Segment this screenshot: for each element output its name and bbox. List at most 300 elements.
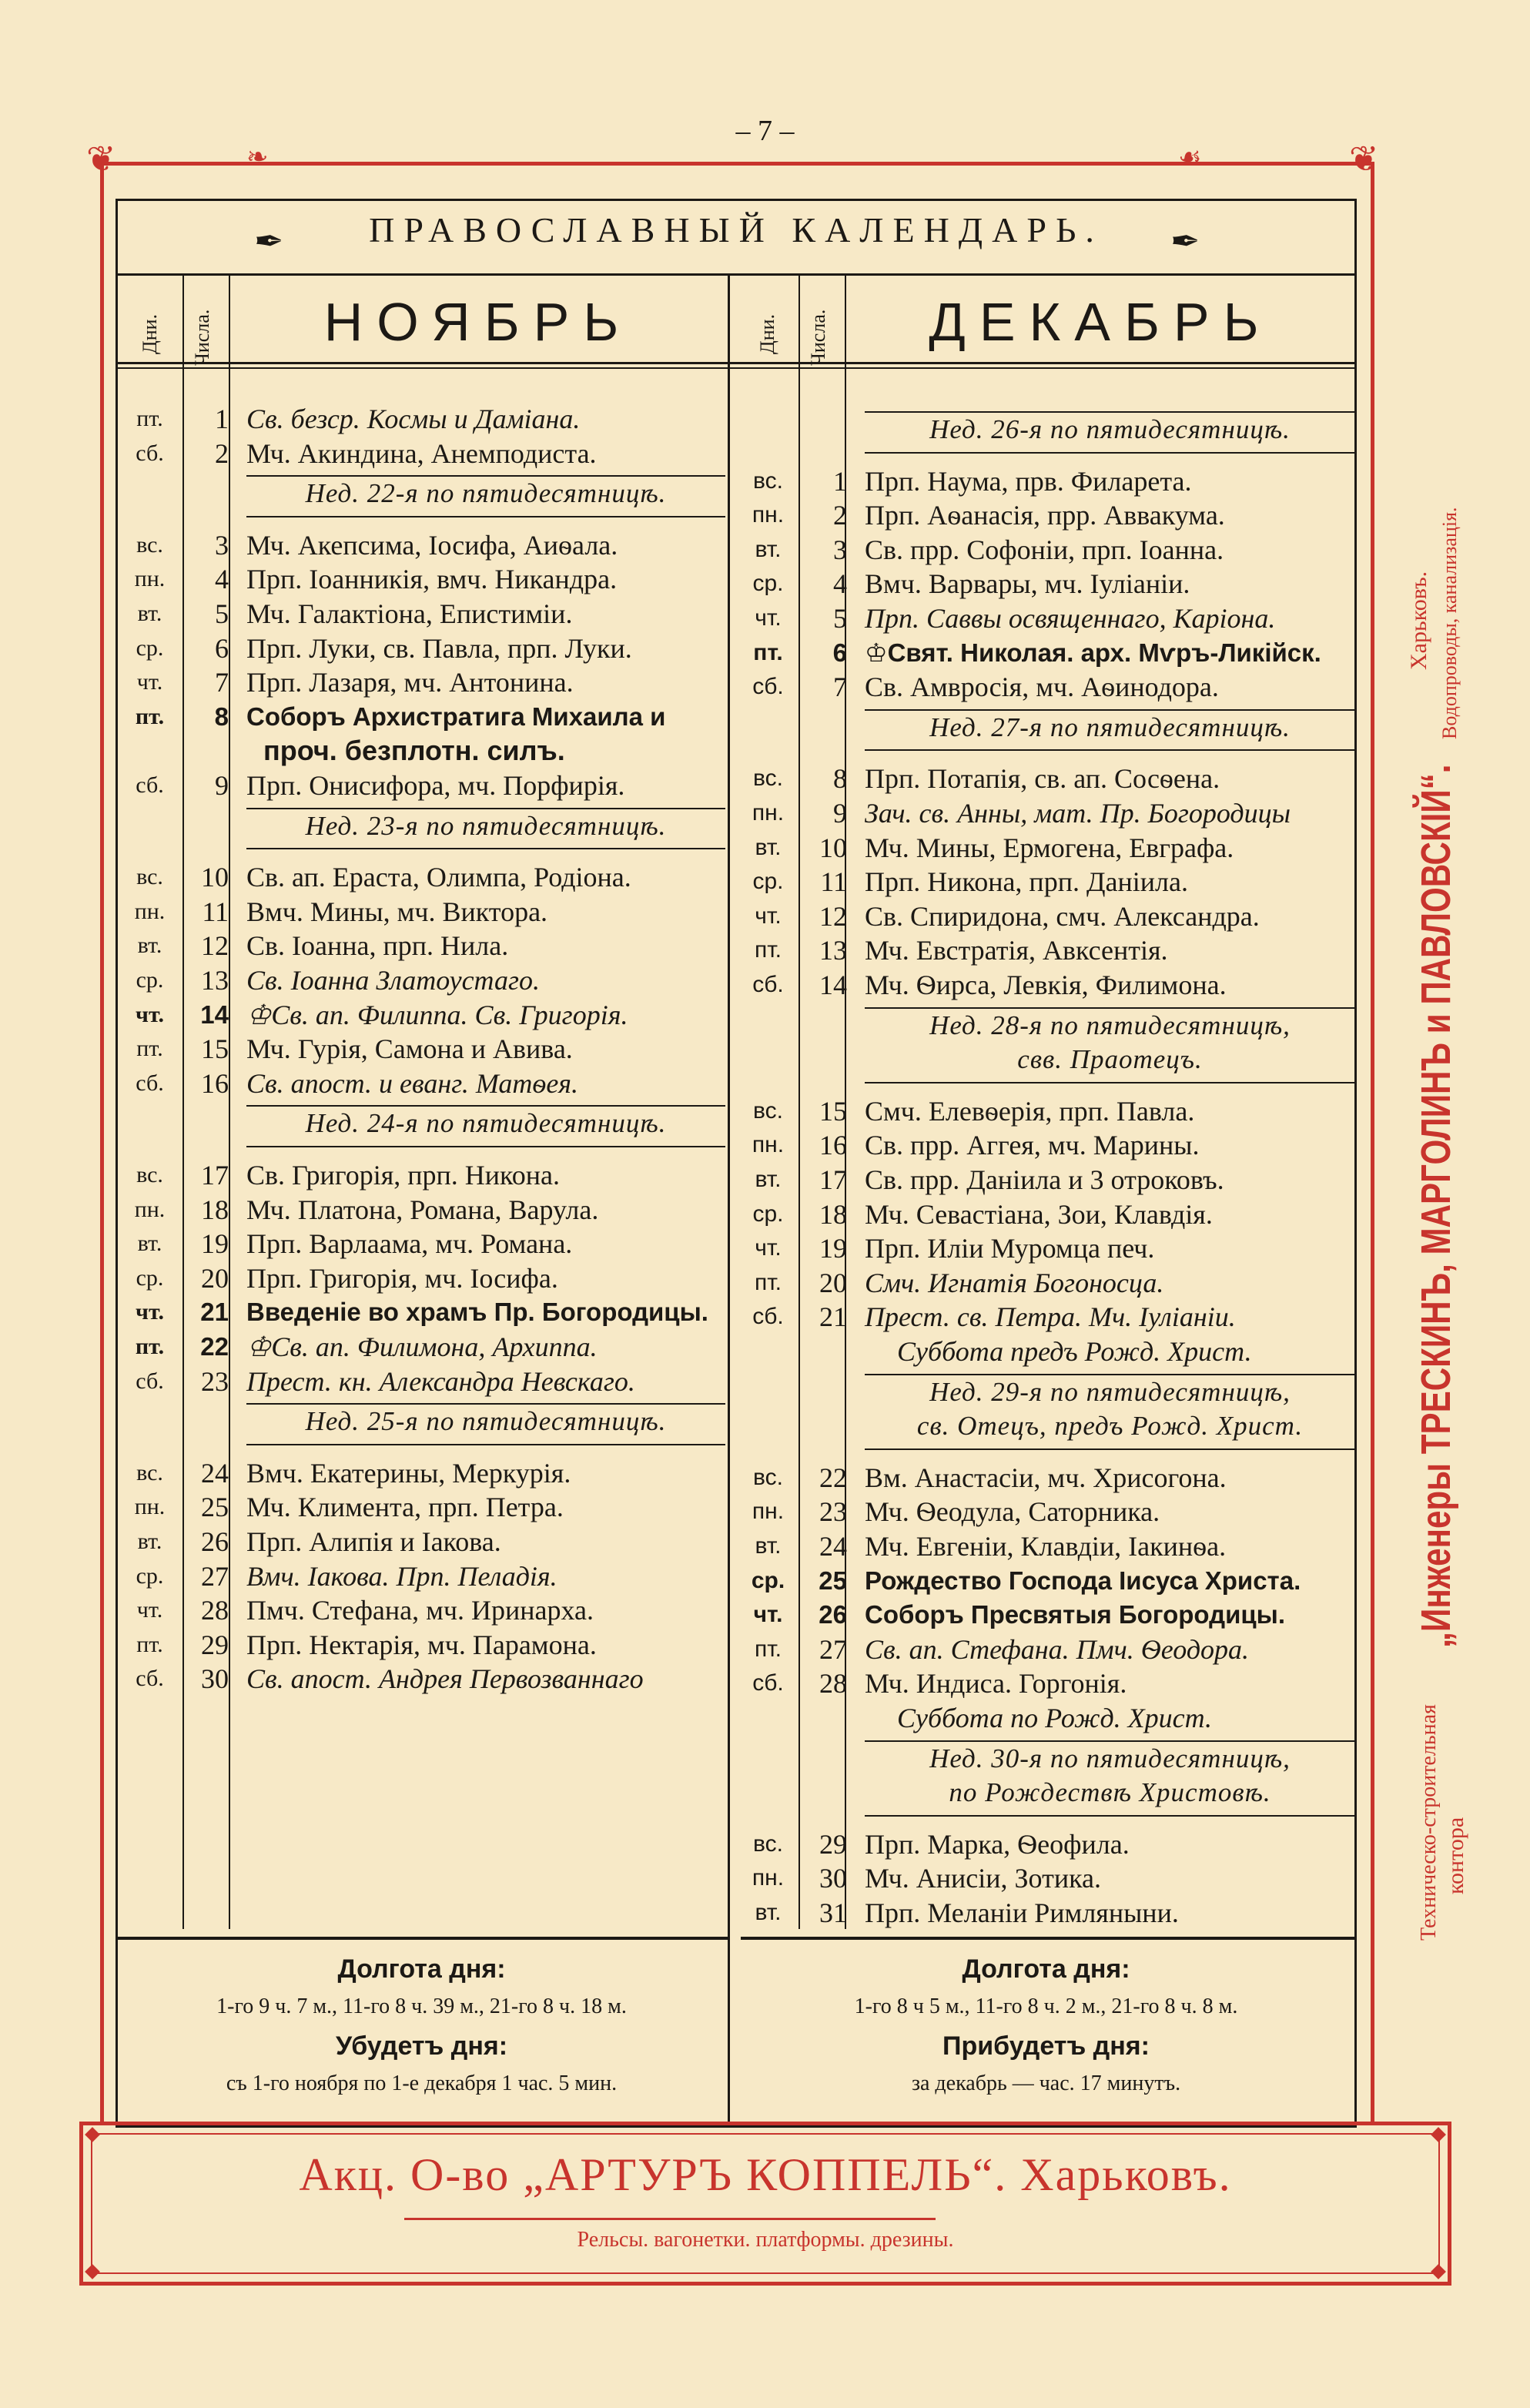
- weekday: пн.: [752, 1499, 785, 1525]
- sunday-heading: Нед. 28-я по пятидесятницѣ,: [929, 1010, 1291, 1040]
- weekday: вт.: [137, 1231, 162, 1257]
- saint-entry: Вм. Анастасіи, мч. Хрисогона.: [865, 1462, 1227, 1493]
- calendar-day-row: [117, 631, 725, 665]
- calendar-day-row: [735, 567, 1355, 601]
- december-title: ДЕКАБРЬ: [929, 292, 1273, 352]
- nov-day-length: 1-го 9 ч. 7 м., 11-го 8 ч. 39 м., 21-го 8 ч. 18 м.: [216, 1994, 627, 2018]
- saint-entry: Прп. Луки, св. Павла, прп. Луки.: [246, 632, 632, 664]
- calendar-day-row: [735, 601, 1355, 635]
- weekday: вс.: [136, 864, 163, 890]
- day-number: 31: [819, 1897, 847, 1928]
- day-number: 12: [819, 900, 847, 932]
- saint-entry: Мч. Евгеніи, Клавдіи, Іакинѳа.: [865, 1531, 1227, 1562]
- day-number: 5: [215, 598, 229, 629]
- weekday: вс.: [136, 1459, 163, 1485]
- day-number: 9: [215, 770, 229, 801]
- day-number: 28: [819, 1668, 847, 1700]
- weekday: вт.: [755, 1900, 782, 1925]
- calendar-day-row: [735, 762, 1355, 795]
- saint-entry: Мч. Мины, Ермогена, Евграфа.: [865, 832, 1234, 863]
- weekday: чт.: [755, 903, 782, 929]
- weekday: ср.: [136, 1264, 164, 1291]
- saint-entry: Св. ап. Ераста, Олимпа, Родіона.: [246, 862, 631, 893]
- saint-entry: Св. апост. Андрея Первозваннаго: [246, 1663, 644, 1695]
- day-number: 1: [215, 404, 229, 434]
- calendar-day-row: [117, 929, 725, 963]
- saint-entry: Прп. Нектарія, мч. Парамона.: [246, 1629, 597, 1660]
- saint-entry: Св. прр. Аггея, мч. Марины.: [865, 1130, 1200, 1161]
- saint-entry: Зач. св. Анны, мат. Пр. Богородицы: [865, 798, 1291, 829]
- saint-entry: Прп. Іоанникія, вмч. Никандра.: [246, 564, 618, 595]
- day-number: 12: [201, 930, 229, 962]
- sunday-box-rule: [865, 1082, 1355, 1083]
- calendar-day-row: [735, 1529, 1355, 1563]
- sunday-heading: Нед. 22-я по пятидесятницѣ.: [305, 478, 667, 509]
- saint-entry: Св. прр. Даніила и 3 отроковъ.: [865, 1164, 1224, 1195]
- saint-entry: Смч. Елевѳерія, прп. Павла.: [865, 1095, 1195, 1127]
- calendar-day-row: [735, 865, 1355, 899]
- sunday-box-rule: [865, 1448, 1355, 1450]
- side-ad-services: Водопроводы, канализація.: [1438, 507, 1461, 739]
- saint-entry: Св. прр. Софоніи, прп. Іоанна.: [865, 534, 1224, 565]
- day-number: 2: [215, 437, 229, 469]
- side-ad-line2: контора: [1443, 1817, 1468, 1894]
- day-number: 26: [819, 1600, 847, 1629]
- saint-entry: Вмч. Іакова. Прп. Пеладія.: [246, 1560, 557, 1592]
- calendar-day-row: [735, 1461, 1355, 1495]
- weekday: ср.: [752, 869, 784, 895]
- calendar-day-row: [735, 1564, 1355, 1598]
- sunday-box-rule: [865, 1374, 1355, 1375]
- day-number: 16: [201, 1067, 229, 1099]
- sunday-box-rule: [865, 1740, 1355, 1742]
- nov-decrease-heading: Убудетъ дня:: [335, 2031, 508, 2061]
- calendar-day-row: [117, 528, 725, 562]
- col-numbers-header: Числа.: [807, 309, 829, 366]
- saint-entry-continuation: проч. безплотн. силъ.: [263, 735, 565, 767]
- dec-increase-heading: Прибудетъ дня:: [942, 2031, 1150, 2061]
- calendar-day-row: [735, 1266, 1355, 1300]
- weekday: пт.: [135, 703, 165, 729]
- weekday: вс.: [753, 1097, 783, 1124]
- weekday: чт.: [136, 1597, 163, 1623]
- saint-entry: Мч. Евстратія, Авксентія.: [865, 935, 1168, 966]
- calendar-day-row: [117, 1330, 725, 1364]
- weekday: пн.: [752, 1865, 785, 1891]
- weekday: сб.: [752, 674, 784, 700]
- sunday-box-rule: [246, 1146, 725, 1147]
- saint-entry: Прп. Марка, Ѳеофила.: [865, 1828, 1130, 1860]
- saint-entry: Мч. Климента, прп. Петра.: [246, 1492, 564, 1523]
- saint-entry: Прп. Аѳанасія, прр. Аввакума.: [865, 500, 1225, 531]
- quill-left-icon: ✒: [254, 222, 284, 261]
- saint-entry: Прест. кн. Александра Невскаго.: [246, 1365, 635, 1397]
- header-rule: [116, 367, 1357, 369]
- calendar-day-row: [735, 1666, 1355, 1700]
- ornament-icon: ☙: [1178, 143, 1202, 172]
- weekday: пт.: [755, 1269, 782, 1295]
- nov-decrease: съ 1-го ноября по 1-е декабря 1 час. 5 мин.: [226, 2071, 618, 2095]
- calendar-day-row: [735, 464, 1355, 498]
- title-rule: [116, 273, 1357, 276]
- day-number: 8: [214, 702, 229, 731]
- day-number: 15: [819, 1095, 847, 1127]
- col-days-header: Дни.: [756, 313, 778, 354]
- sunday-heading: Нед. 29-я по пятидесятницѣ,: [929, 1376, 1291, 1407]
- sunday-box-rule: [865, 452, 1355, 454]
- day-number: 2: [833, 500, 847, 531]
- weekday: ср.: [752, 1201, 784, 1227]
- weekday: вт.: [137, 601, 162, 626]
- dec-day-length-heading: Долгота дня:: [962, 1954, 1130, 1984]
- saint-entry: Вмч. Екатерины, Меркурія.: [246, 1457, 571, 1489]
- calendar-day-row: [735, 1094, 1355, 1128]
- saint-entry: Св. Іоанна Златоустаго.: [246, 965, 541, 996]
- saint-entry: Прп. Григорія, мч. Іосифа.: [246, 1262, 558, 1294]
- calendar-day-row: [117, 597, 725, 631]
- day-number: 26: [201, 1526, 229, 1557]
- weekday: вт.: [137, 933, 162, 959]
- sunday-box-rule: [865, 1007, 1355, 1009]
- calendar-day-row: [117, 1662, 725, 1696]
- sunday-box-rule: [865, 411, 1355, 413]
- calendar-day-row: [117, 769, 725, 802]
- weekday: пн.: [134, 898, 166, 924]
- calendar-day-row: [117, 998, 725, 1032]
- calendar-day-row: [117, 860, 725, 894]
- footer-rule: [116, 1937, 728, 1940]
- calendar-day-row: [117, 1261, 725, 1295]
- side-ad-city: Харьковъ.: [1406, 571, 1431, 670]
- calendar-day-row: [117, 437, 725, 471]
- calendar-day-row: [117, 1456, 725, 1490]
- day-number: 5: [833, 603, 847, 634]
- calendar-day-row: [735, 498, 1355, 532]
- day-number: 27: [201, 1560, 229, 1592]
- calendar-day-row: [117, 1365, 725, 1398]
- calendar-day-row: [117, 1032, 725, 1066]
- saint-entry: Мч. Анисіи, Зотика.: [865, 1863, 1102, 1894]
- weekday: сб.: [752, 972, 784, 997]
- day-number: 7: [215, 667, 229, 698]
- day-number: 29: [201, 1629, 229, 1660]
- saint-entry: Прп. Потапія, св. ап. Сосѳена.: [865, 763, 1220, 795]
- calendar-day-row: [735, 1633, 1355, 1666]
- calendar-day-row: [117, 1158, 725, 1192]
- day-number: 28: [201, 1595, 229, 1626]
- saint-entry: Введеніе во храмъ Пр. Богородицы.: [246, 1298, 708, 1327]
- weekday: пн.: [134, 1196, 166, 1222]
- bottom-ad-title: Акц. О-во „АРТУРЪ КОППЕЛЬ“. Харьковъ.: [299, 2149, 1232, 2200]
- dec-increase: за декабрь — час. 17 минутъ.: [911, 2071, 1181, 2095]
- calendar-day-row: [735, 1827, 1355, 1861]
- saint-entry: Рождество Господа Іисуса Христа.: [865, 1566, 1301, 1595]
- weekday: пт.: [755, 937, 782, 963]
- sunday-heading: Нед. 23-я по пятидесятницѣ.: [305, 810, 667, 841]
- day-number: 11: [820, 866, 847, 898]
- sunday-box-rule: [865, 709, 1355, 711]
- weekday: вс.: [753, 1830, 783, 1857]
- weekday: вс.: [136, 1162, 163, 1187]
- day-number: 9: [833, 798, 847, 829]
- day-number: 18: [819, 1198, 847, 1230]
- weekday: вт.: [755, 834, 782, 860]
- saint-entry: Мч. Гурія, Самона и Авива.: [246, 1033, 573, 1065]
- weekday: ср.: [136, 635, 164, 661]
- col-numbers-header: Числа.: [191, 309, 213, 366]
- calendar-day-row: [735, 1861, 1355, 1895]
- calendar-day-row: [117, 1067, 725, 1100]
- page-number: – 7 –: [735, 115, 795, 147]
- sunday-box-rule: [865, 749, 1355, 751]
- weekday: чт.: [753, 1602, 783, 1628]
- calendar-day-row: [735, 1896, 1355, 1930]
- day-number: 27: [819, 1633, 847, 1665]
- day-number: 23: [201, 1365, 229, 1397]
- sunday-box-rule: [246, 808, 725, 809]
- weekday: ср.: [752, 571, 784, 597]
- weekday: пн.: [134, 1494, 166, 1520]
- calendar-title: ПРАВОСЛАВНЫЙ КАЛЕНДАРЬ.: [369, 210, 1103, 250]
- weekday: сб.: [136, 1666, 164, 1692]
- day-number: 19: [819, 1233, 847, 1264]
- day-number: 30: [819, 1863, 847, 1894]
- header-rule: [116, 362, 1357, 364]
- saint-entry: Мч. Платона, Романа, Варула.: [246, 1194, 599, 1225]
- weekday: сб.: [136, 440, 164, 466]
- sunday-heading: Нед. 30-я по пятидесятницѣ,: [929, 1743, 1291, 1773]
- saint-entry: Прп. Иліи Муромца печ.: [865, 1233, 1155, 1264]
- saint-entry: Вмч. Варвары, мч. Іуліаніи.: [865, 568, 1190, 600]
- saint-entry: Прп. Алипія и Іакова.: [246, 1526, 501, 1557]
- day-number: 3: [215, 529, 229, 561]
- ad-underline: [404, 2218, 936, 2220]
- weekday: пн.: [752, 1132, 785, 1158]
- calendar-day-row: [735, 1598, 1355, 1632]
- side-ad-line1: Техническо-строительная: [1417, 1704, 1441, 1941]
- quill-right-icon: ✒: [1170, 222, 1200, 261]
- day-number: 7: [833, 671, 847, 703]
- saint-entry: ♔Свят. Николая. арх. Мѵръ-Ликійск.: [865, 638, 1321, 667]
- saint-entry: Прест. св. Петра. Мч. Іуліаніи.: [865, 1301, 1236, 1333]
- ornament-icon: ❧: [246, 143, 269, 172]
- day-number: 20: [819, 1267, 847, 1298]
- sunday-heading: Нед. 27-я по пятидесятницѣ.: [929, 712, 1291, 742]
- day-number: 6: [832, 638, 847, 667]
- saint-entry: Прп. Саввы освященнаго, Каріона.: [865, 603, 1276, 634]
- saint-entry: Мч. Акепсима, Іосифа, Аиѳала.: [246, 529, 618, 561]
- saint-entry: Мч. Ѳеодула, Саторника.: [865, 1496, 1160, 1528]
- calendar-day-row: [735, 1163, 1355, 1197]
- calendar-day-row: [117, 402, 725, 436]
- sunday-box-rule: [246, 848, 725, 849]
- saint-entry: Мч. Индиса. Горгонія.: [865, 1668, 1127, 1700]
- ornament-icon: ❦: [86, 139, 116, 179]
- day-number: 21: [200, 1298, 229, 1327]
- column-rule: [728, 273, 730, 2125]
- day-number: 24: [201, 1457, 229, 1489]
- weekday: сб.: [136, 1368, 164, 1394]
- weekday: пт.: [136, 1036, 163, 1062]
- sunday-heading: Нед. 25-я по пятидесятницѣ.: [305, 1406, 667, 1437]
- day-number: 29: [819, 1828, 847, 1860]
- sunday-box-rule: [865, 1815, 1355, 1817]
- saint-entry: Соборъ Пресвятыя Богородицы.: [865, 1600, 1286, 1629]
- weekday: пт.: [136, 1631, 163, 1657]
- calendar-day-row: [117, 1295, 725, 1329]
- saint-entry: Св. апост. и еванг. Матѳея.: [246, 1067, 579, 1099]
- saint-entry: Св. Іоанна, прп. Нила.: [246, 930, 509, 962]
- calendar-day-row: [735, 968, 1355, 1002]
- calendar-day-row: [735, 831, 1355, 865]
- calendar-day-row: [735, 796, 1355, 830]
- day-number: 16: [819, 1130, 847, 1161]
- saint-entry: Св. ап. Стефана. Пмч. Ѳеодора.: [865, 1633, 1250, 1665]
- weekday: сб.: [136, 1070, 164, 1096]
- november-title: НОЯБРЬ: [323, 292, 633, 352]
- weekday: вс.: [753, 1464, 783, 1490]
- saint-entry: Прп. Никона, прп. Даніила.: [865, 866, 1188, 898]
- saint-entry: Прп. Меланіи Римляныни.: [865, 1897, 1179, 1928]
- day-number: 10: [201, 862, 229, 893]
- calendar-day-row: [735, 636, 1355, 670]
- saint-entry: Мч. Ѳирса, Левкія, Филимона.: [865, 970, 1227, 1000]
- day-number: 15: [201, 1033, 229, 1065]
- calendar-day-row: [735, 1197, 1355, 1231]
- calendar-day-row: [735, 1128, 1355, 1162]
- saint-entry: Смч. Игнатія Богоносца.: [865, 1267, 1164, 1298]
- weekday: пн.: [752, 502, 785, 528]
- weekday: вс.: [136, 531, 163, 558]
- calendar-day-row: [735, 933, 1355, 967]
- sunday-box-rule: [246, 1105, 725, 1107]
- calendar-day-row: [117, 895, 725, 929]
- weekday: пт.: [136, 406, 163, 431]
- sunday-heading-line2: по Рождествѣ Христовѣ.: [949, 1777, 1271, 1808]
- calendar-day-row: [117, 1628, 725, 1662]
- day-number: 25: [201, 1492, 229, 1523]
- weekday: вс.: [753, 467, 783, 494]
- day-number: 4: [833, 568, 847, 600]
- day-number: 18: [201, 1194, 229, 1225]
- sunday-heading-line2: свв. Праотецъ.: [1017, 1044, 1203, 1075]
- nov-day-length-heading: Долгота дня:: [337, 1954, 506, 1984]
- calendar-day-row: [117, 1193, 725, 1227]
- day-number: 22: [819, 1462, 847, 1493]
- saint-entry-continuation: Суббота по Рожд. Христ.: [897, 1703, 1213, 1733]
- calendar-day-row: [117, 1559, 725, 1593]
- calendar-day-row: [117, 562, 725, 596]
- day-number: 10: [819, 832, 847, 863]
- weekday: пт.: [755, 1636, 782, 1662]
- weekday: пт.: [135, 1334, 165, 1359]
- day-number: 1: [833, 465, 847, 497]
- weekday: вт.: [755, 536, 782, 562]
- calendar-day-row: [117, 700, 725, 734]
- saint-entry: Прп. Наума, прв. Филарета.: [865, 465, 1192, 497]
- dec-day-length: 1-го 8 ч 5 м., 11-го 8 ч. 2 м., 21-го 8 ч. 8 м.: [854, 1994, 1238, 2018]
- calendar-day-row: [117, 963, 725, 997]
- sunday-heading-line2: св. Отецъ, предъ Рожд. Христ.: [916, 1411, 1304, 1442]
- ornament-icon: ❦: [1349, 139, 1379, 179]
- saint-entry: Прп. Варлаама, мч. Романа.: [246, 1228, 573, 1260]
- sunday-heading: Нед. 24-я по пятидесятницѣ.: [305, 1108, 667, 1139]
- weekday: вт.: [137, 1529, 162, 1554]
- day-number: 17: [819, 1164, 847, 1195]
- saint-entry: Соборъ Архистратига Михаила и: [246, 702, 666, 731]
- weekday: чт.: [755, 605, 782, 631]
- saint-entry: ♔Св. ап. Филиппа. Св. Григорія.: [246, 999, 628, 1030]
- weekday: чт.: [136, 669, 163, 695]
- saint-entry: Прп. Онисифора, мч. Порфирія.: [246, 770, 625, 801]
- footer-rule: [741, 1937, 1357, 1940]
- weekday: вс.: [753, 765, 783, 792]
- bottom-ad-subtitle: Рельсы. вагонетки. платформы. дрезины.: [577, 2228, 954, 2252]
- calendar-day-row: [117, 1593, 725, 1627]
- calendar-day-row: [117, 1490, 725, 1524]
- day-number: 3: [833, 534, 847, 565]
- saint-entry: Мч. Севастіана, Зои, Клавдія.: [865, 1198, 1213, 1230]
- sunday-box-rule: [246, 1403, 725, 1405]
- side-ad-company: „Инженеры ТРЕСКИНЪ, МАРГОЛИНЪ и ПАВЛОВСКІЙ“.: [1413, 764, 1459, 1648]
- sunday-heading: Нед. 26-я по пятидесятницѣ.: [929, 414, 1291, 444]
- day-number: 20: [201, 1262, 229, 1294]
- calendar-day-row: [735, 899, 1355, 933]
- col-days-header: Дни.: [139, 313, 161, 354]
- weekday: сб.: [752, 1304, 784, 1330]
- saint-entry: Пмч. Стефана, мч. Иринарха.: [246, 1595, 594, 1626]
- saint-entry: Мч. Акиндина, Анемподиста.: [246, 437, 597, 469]
- day-number: 11: [202, 896, 229, 927]
- day-number: 8: [833, 763, 847, 795]
- weekday: сб.: [752, 1670, 784, 1696]
- saint-entry: Св. Спиридона, смч. Александра.: [865, 900, 1260, 932]
- weekday: чт.: [136, 1299, 164, 1325]
- weekday: чт.: [755, 1235, 782, 1261]
- day-number: 30: [201, 1663, 229, 1695]
- calendar-day-row: [735, 533, 1355, 567]
- day-number: 25: [819, 1566, 847, 1595]
- calendar-day-row: [117, 665, 725, 699]
- day-number: 13: [819, 935, 847, 966]
- saint-entry: Прп. Лазаря, мч. Антонина.: [246, 667, 574, 698]
- weekday: пн.: [752, 800, 785, 826]
- calendar-day-row: [117, 1227, 725, 1261]
- weekday: пт.: [753, 639, 783, 665]
- saint-entry: Св. Григорія, прп. Никона.: [246, 1160, 560, 1191]
- weekday: вт.: [755, 1533, 782, 1559]
- weekday: чт.: [136, 1001, 164, 1027]
- sunday-box-rule: [246, 516, 725, 517]
- saint-entry: Св. безср. Космы и Даміана.: [246, 404, 581, 434]
- weekday: ср.: [136, 967, 164, 993]
- day-number: 17: [201, 1160, 229, 1191]
- day-number: 4: [215, 564, 229, 595]
- day-number: 19: [201, 1228, 229, 1260]
- weekday: вт.: [755, 1167, 782, 1192]
- weekday: ср.: [751, 1567, 785, 1593]
- saint-entry: Мч. Галактіона, Епистиміи.: [246, 598, 573, 629]
- calendar-day-row: [735, 670, 1355, 704]
- day-number: 13: [201, 965, 229, 996]
- calendar-day-row: [735, 1300, 1355, 1334]
- day-number: 24: [819, 1531, 847, 1562]
- day-number: 22: [200, 1332, 229, 1361]
- calendar-day-row: [117, 1525, 725, 1559]
- saint-entry-continuation: Суббота предъ Рожд. Христ.: [897, 1336, 1252, 1367]
- weekday: сб.: [136, 772, 164, 798]
- saint-entry: Вмч. Мины, мч. Виктора.: [246, 896, 548, 927]
